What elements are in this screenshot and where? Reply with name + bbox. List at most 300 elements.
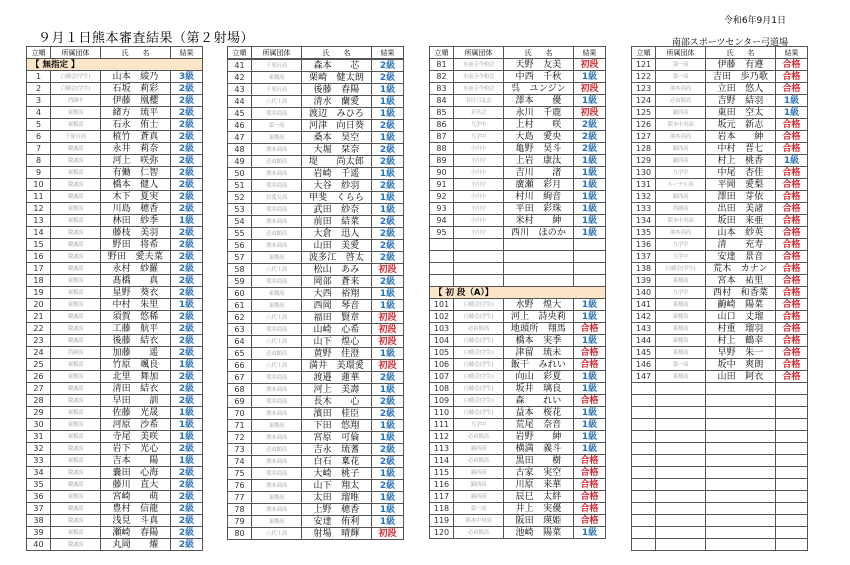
entry-team: 鎮西高	[656, 191, 706, 203]
table-row	[632, 203, 808, 215]
empty-row	[632, 479, 808, 491]
entry-name: 山口 丈瑠	[706, 311, 776, 323]
entry-name: 嚢田 心海	[101, 467, 171, 479]
entry-result: 2級	[171, 287, 203, 299]
entry-number: 141	[632, 299, 656, 311]
entry-name: 宮本 祐里	[706, 275, 776, 287]
entry-result: 合格	[776, 263, 808, 275]
entry-team: 鎮西高	[656, 155, 706, 167]
entry-team: 東稜高	[51, 407, 101, 419]
entry-name: 澤田 芽依	[706, 191, 776, 203]
entry-name: 橋本 実季	[504, 335, 574, 347]
entry-team: 慶誠高	[51, 515, 101, 527]
entry-team: 尚絅高	[656, 203, 706, 215]
entry-team: 八代工高	[252, 264, 302, 276]
entry-result: 合格	[776, 143, 808, 155]
entry-name: 宮原 可倫	[302, 432, 372, 444]
entry-team: 千原台高	[252, 84, 302, 96]
table-row	[430, 527, 606, 539]
empty-row	[632, 419, 808, 431]
table-row	[632, 155, 808, 167]
entry-number: 103	[430, 323, 454, 335]
table-row	[27, 323, 203, 335]
entry-name: 竹原 颯良	[101, 359, 171, 371]
entry-name: 丸岡 燿	[101, 539, 171, 551]
table-row	[27, 71, 203, 83]
entry-number: 145	[632, 347, 656, 359]
entry-number: 123	[632, 83, 656, 95]
entry-name: 安達 侑利	[302, 516, 372, 528]
entry-name: 岩崎 千遥	[302, 168, 372, 180]
table-row	[228, 192, 404, 204]
table-row	[228, 264, 404, 276]
entry-number: 15	[27, 239, 51, 251]
entry-number: 6	[27, 131, 51, 143]
table-row	[430, 95, 606, 107]
entry-name: 山田 阿衣	[706, 371, 776, 383]
entry-team: 熊本商高	[252, 204, 302, 216]
entry-name: 河原 沙希	[101, 419, 171, 431]
entry-team: 熊本商高	[252, 468, 302, 480]
empty-row	[632, 443, 808, 455]
entry-name: 岩本 紳	[706, 131, 776, 143]
entry-number: 88	[430, 143, 454, 155]
entry-team: 第一高	[252, 120, 302, 132]
table-row	[430, 491, 606, 503]
entry-team: 熊本商高	[252, 168, 302, 180]
entry-result: 2級	[372, 396, 404, 408]
entry-result: 合格	[574, 455, 606, 467]
col-header-no: 立順	[27, 47, 51, 59]
entry-team: 慶誠高	[51, 251, 101, 263]
empty-row	[632, 383, 808, 395]
entry-number: 138	[632, 263, 656, 275]
entry-name: 呉 ユンジン	[504, 83, 574, 95]
entry-name: 坂元 新志	[706, 119, 776, 131]
entry-number: 7	[27, 143, 51, 155]
entry-number: 24	[27, 347, 51, 359]
entry-team: 八代工高	[252, 336, 302, 348]
entry-name: 中尾 杏佳	[706, 167, 776, 179]
entry-team: 東稜高	[656, 371, 706, 383]
entry-team: 白藤会(学生)	[454, 347, 504, 359]
entry-name: 亀野 昊斗	[504, 143, 574, 155]
entry-team: 東稜高	[51, 527, 101, 539]
entry-name: 白石 稟花	[302, 456, 372, 468]
entry-name: 村上 鶴幸	[706, 335, 776, 347]
entry-result: 2級	[574, 143, 606, 155]
entry-number: 30	[27, 419, 51, 431]
entry-team: 東稜高	[252, 132, 302, 144]
entry-number: 133	[632, 203, 656, 215]
entry-number: 131	[632, 179, 656, 191]
table-row	[27, 455, 203, 467]
table-row	[228, 420, 404, 432]
entry-team: 鎮西高	[454, 443, 504, 455]
entry-name: 大谷 紗羽	[302, 180, 372, 192]
entry-name: 星野 葵衣	[101, 287, 171, 299]
entry-number: 67	[228, 372, 252, 384]
entry-team: 小川中	[454, 215, 504, 227]
entry-name: 濱田 桂臣	[302, 408, 372, 420]
entry-number: 53	[228, 204, 252, 216]
entry-team: 慶誠高	[51, 479, 101, 491]
entry-result: 合格	[776, 359, 808, 371]
entry-result: 1級	[574, 203, 606, 215]
entry-name: 山田 美愛	[302, 240, 372, 252]
entry-number: 105	[430, 347, 454, 359]
entry-result: 1級	[776, 107, 808, 119]
entry-result: 2級	[171, 83, 203, 95]
col-header-name: 氏 名	[504, 47, 574, 59]
entry-result: 1級	[171, 359, 203, 371]
table-row	[430, 179, 606, 191]
table-row	[27, 299, 203, 311]
entry-name: 吉永 琉蓍	[302, 444, 372, 456]
entry-team: 白藤会(学生)	[454, 371, 504, 383]
entry-result: 2級	[574, 131, 606, 143]
entry-team: 熊本中央高	[454, 515, 504, 527]
entry-result: 合格	[574, 359, 606, 371]
entry-name: 吉本 陽	[101, 455, 171, 467]
entry-name: 藤川 直大	[101, 479, 171, 491]
entry-result: 2級	[171, 191, 203, 203]
empty-row	[632, 395, 808, 407]
entry-result: 1級	[171, 455, 203, 467]
entry-number: 102	[430, 311, 454, 323]
entry-name: 益本 桜花	[504, 407, 574, 419]
entry-name: 出田 美諸	[706, 203, 776, 215]
entry-name: 河津 向日葵	[302, 120, 372, 132]
entry-team: 小川中	[454, 167, 504, 179]
entry-number: 21	[27, 311, 51, 323]
empty-row	[632, 539, 808, 551]
table-row	[27, 191, 203, 203]
entry-result: 合格	[776, 119, 808, 131]
entry-number: 25	[27, 359, 51, 371]
entry-result: 1級	[574, 371, 606, 383]
table-row	[228, 72, 404, 84]
entry-team: 慶誠高	[51, 191, 101, 203]
entry-number: 90	[430, 167, 454, 179]
entry-name: 長木 心	[302, 396, 372, 408]
entry-name: 吉川 渚	[504, 167, 574, 179]
entry-name: 浅見 斗真	[101, 515, 171, 527]
table-row	[632, 299, 808, 311]
entry-number: 35	[27, 479, 51, 491]
entry-name: 坂井 璃良	[504, 383, 574, 395]
entry-name: 山本 紗英	[706, 227, 776, 239]
table-row	[632, 347, 808, 359]
table-row	[228, 108, 404, 120]
entry-result: 1級	[372, 300, 404, 312]
entry-number: 93	[430, 203, 454, 215]
entry-result: 2級	[372, 228, 404, 240]
entry-name: 上岩 康汰	[504, 155, 574, 167]
entry-number: 54	[228, 216, 252, 228]
entry-result: 合格	[776, 347, 808, 359]
table-row	[632, 311, 808, 323]
entry-team: 東稜高	[51, 167, 101, 179]
entry-team: 東稜高	[51, 215, 101, 227]
entry-number: 59	[228, 276, 252, 288]
entry-result: 1級	[574, 431, 606, 443]
entry-number: 29	[27, 407, 51, 419]
entry-result: 2級	[171, 263, 203, 275]
entry-name: 西岡 琴音	[302, 300, 372, 312]
entry-name: 橋本 健人	[101, 179, 171, 191]
entry-number: 3	[27, 95, 51, 107]
entry-result: 1級	[171, 419, 203, 431]
entry-number: 28	[27, 395, 51, 407]
entry-number: 14	[27, 227, 51, 239]
entry-team: 熊本商高	[252, 180, 302, 192]
entry-team: 東稜高	[51, 275, 101, 287]
entry-name: 藤枝 美羽	[101, 227, 171, 239]
entry-result: 2級	[574, 119, 606, 131]
entry-number: 111	[430, 419, 454, 431]
entry-team: 白藤会(学生)	[51, 71, 101, 83]
entry-name: 石坂 莉彩	[101, 83, 171, 95]
entry-name: 下田 悠翔	[302, 420, 372, 432]
entry-name: 吉野 結羽	[706, 95, 776, 107]
entry-result: 2級	[171, 227, 203, 239]
entry-team: 慶誠高	[51, 443, 101, 455]
entry-result: 1級	[574, 227, 606, 239]
table-row	[27, 239, 203, 251]
entry-number: 43	[228, 84, 252, 96]
entry-name: 木下 夏実	[101, 191, 171, 203]
entry-result: 合格	[574, 479, 606, 491]
entry-number: 31	[27, 431, 51, 443]
entry-result: 合格	[574, 503, 606, 515]
entry-team: 八代工高	[252, 528, 302, 540]
entry-number: 113	[430, 443, 454, 455]
entry-result: 1級	[574, 155, 606, 167]
table-row	[228, 216, 404, 228]
entry-team: 慶誠高	[51, 155, 101, 167]
entry-number: 127	[632, 131, 656, 143]
entry-name: 坂田 来亜	[706, 215, 776, 227]
col-header-team: 所属団体	[656, 47, 706, 59]
entry-team: 鎮西高	[656, 143, 706, 155]
entry-result: 2級	[171, 155, 203, 167]
entry-result: 初段	[372, 336, 404, 348]
entry-number: 38	[27, 515, 51, 527]
entry-team: 慶誠高	[51, 179, 101, 191]
entry-result: 1級	[574, 311, 606, 323]
entry-name: 坂中 爽朗	[706, 359, 776, 371]
entry-result: 合格	[776, 59, 808, 71]
entry-name: 津留 琉未	[504, 347, 574, 359]
entry-team: 白藤会(学生)	[454, 383, 504, 395]
empty-row	[430, 239, 606, 251]
entry-result: 1級	[574, 335, 606, 347]
entry-name: 中村 朱里	[101, 299, 171, 311]
entry-result: 3級	[171, 71, 203, 83]
entry-result: 2級	[171, 491, 203, 503]
table-row	[632, 335, 808, 347]
entry-result: 2級	[171, 311, 203, 323]
entry-name: 須賀 悠稀	[101, 311, 171, 323]
table-row	[430, 119, 606, 131]
entry-team: 九学中	[656, 239, 706, 251]
table-row	[228, 408, 404, 420]
entry-result: 1級	[372, 384, 404, 396]
entry-team: 熊本商高	[252, 144, 302, 156]
table-row	[27, 347, 203, 359]
entry-result: 1級	[372, 204, 404, 216]
table-row	[27, 263, 203, 275]
entry-result: 2級	[372, 60, 404, 72]
entry-name: 吉田 歩乃歌	[706, 71, 776, 83]
entry-result: 合格	[776, 251, 808, 263]
entry-name: 河上 美壽	[302, 384, 372, 396]
entry-team: 慶誠高	[51, 539, 101, 551]
entry-team: 必由館高	[252, 156, 302, 168]
entry-name: 村上 桃香	[706, 155, 776, 167]
table-row	[228, 456, 404, 468]
entry-team: 熊本商高	[252, 456, 302, 468]
table-row	[430, 407, 606, 419]
entry-name: 永川 千鹿	[504, 107, 574, 119]
entry-name: 寺尾 美咲	[101, 431, 171, 443]
entry-result: 2級	[372, 216, 404, 228]
col-header-name: 氏 名	[706, 47, 776, 59]
entry-number: 36	[27, 491, 51, 503]
table-row	[430, 467, 606, 479]
entry-result: 2級	[372, 72, 404, 84]
results-table-2	[227, 46, 404, 540]
entry-team: 東稜高	[252, 252, 302, 264]
entry-number: 139	[632, 275, 656, 287]
entry-name: 川島 穂香	[101, 203, 171, 215]
entry-name: 横満 義斗	[504, 443, 574, 455]
entry-number: 126	[632, 119, 656, 131]
table-row	[632, 359, 808, 371]
entry-result: 2級	[372, 372, 404, 384]
entry-result: 合格	[776, 167, 808, 179]
table-row	[632, 131, 808, 143]
table-row	[228, 432, 404, 444]
entry-name: 中村 晋七	[706, 143, 776, 155]
table-row	[27, 359, 203, 371]
entry-number: 112	[430, 431, 454, 443]
entry-number: 41	[228, 60, 252, 72]
empty-row	[632, 467, 808, 479]
entry-name: 黄野 佳澄	[302, 348, 372, 360]
entry-number: 72	[228, 432, 252, 444]
entry-result: 合格	[776, 203, 808, 215]
entry-number: 33	[27, 455, 51, 467]
table-row	[228, 336, 404, 348]
col-header-team: 所属団体	[252, 47, 302, 59]
table-row	[430, 107, 606, 119]
entry-name: 大西 裕翔	[302, 288, 372, 300]
entry-number: 116	[430, 479, 454, 491]
entry-result: 合格	[776, 227, 808, 239]
entry-team: 熊本商高	[252, 504, 302, 516]
entry-number: 136	[632, 239, 656, 251]
entry-number: 104	[430, 335, 454, 347]
entry-team: 尚絅中	[51, 95, 101, 107]
entry-result: 2級	[372, 240, 404, 252]
entry-team: 熊本商高	[656, 227, 706, 239]
entry-result: 合格	[776, 275, 808, 287]
entry-team: 東稜高	[51, 371, 101, 383]
entry-name: 後藤 春陽	[302, 84, 372, 96]
entry-result: 合格	[776, 287, 808, 299]
entry-team: 東稜高	[51, 107, 101, 119]
entry-result: 1級	[171, 407, 203, 419]
entry-number: 94	[430, 215, 454, 227]
table-row	[430, 215, 606, 227]
entry-result: 2級	[171, 383, 203, 395]
entry-name: 上村 咲	[504, 119, 574, 131]
entry-team: 白藤会(学生)	[454, 359, 504, 371]
table-row	[632, 239, 808, 251]
entry-team: 九学中	[454, 131, 504, 143]
entry-result: 2級	[171, 443, 203, 455]
entry-result: 合格	[574, 347, 606, 359]
entry-result: 合格	[776, 371, 808, 383]
entry-number: 107	[430, 371, 454, 383]
entry-name: 山下 煌心	[302, 336, 372, 348]
section-label-shodan-a: 【 初 段（A）】	[430, 287, 606, 299]
entry-result: 初段	[372, 324, 404, 336]
entry-number: 1	[27, 71, 51, 83]
table-row	[228, 276, 404, 288]
entry-number: 132	[632, 191, 656, 203]
results-table-3	[429, 46, 606, 539]
entry-team: 小川中	[454, 179, 504, 191]
entry-number: 87	[430, 131, 454, 143]
entry-name: 古家 実空	[504, 467, 574, 479]
entry-name: 桑本 昊空	[302, 132, 372, 144]
entry-number: 19	[27, 287, 51, 299]
entry-number: 80	[228, 528, 252, 540]
entry-name: 齣崎 陽菜	[706, 299, 776, 311]
empty-row	[430, 263, 606, 275]
entry-team: 東稜高	[51, 491, 101, 503]
table-row	[632, 59, 808, 71]
entry-team: 慶誠高	[51, 323, 101, 335]
entry-team: 熊本商高	[252, 108, 302, 120]
entry-number: 46	[228, 120, 252, 132]
entry-team: 必由館高	[252, 348, 302, 360]
entry-number: 77	[228, 492, 252, 504]
entry-name: 豊村 信龍	[101, 503, 171, 515]
entry-result: 1級	[372, 516, 404, 528]
entry-name: 伊藤 有遵	[706, 59, 776, 71]
entry-number: 22	[27, 323, 51, 335]
entry-number: 75	[228, 468, 252, 480]
table-row	[228, 360, 404, 372]
entry-team: 九学中	[656, 251, 706, 263]
table-row	[228, 60, 404, 72]
entry-team: 必由館高	[252, 228, 302, 240]
entry-number: 106	[430, 359, 454, 371]
entry-result: 1級	[574, 179, 606, 191]
entry-name: 井上 実優	[504, 503, 574, 515]
table-row	[228, 96, 404, 108]
entry-team: 東稜高	[51, 299, 101, 311]
entry-name: 工藤 航平	[101, 323, 171, 335]
results-table-1	[26, 46, 203, 551]
entry-result: 1級	[574, 215, 606, 227]
entry-team: 白藤会(学生)	[454, 299, 504, 311]
entry-team: 白藤会(学生)	[656, 263, 706, 275]
